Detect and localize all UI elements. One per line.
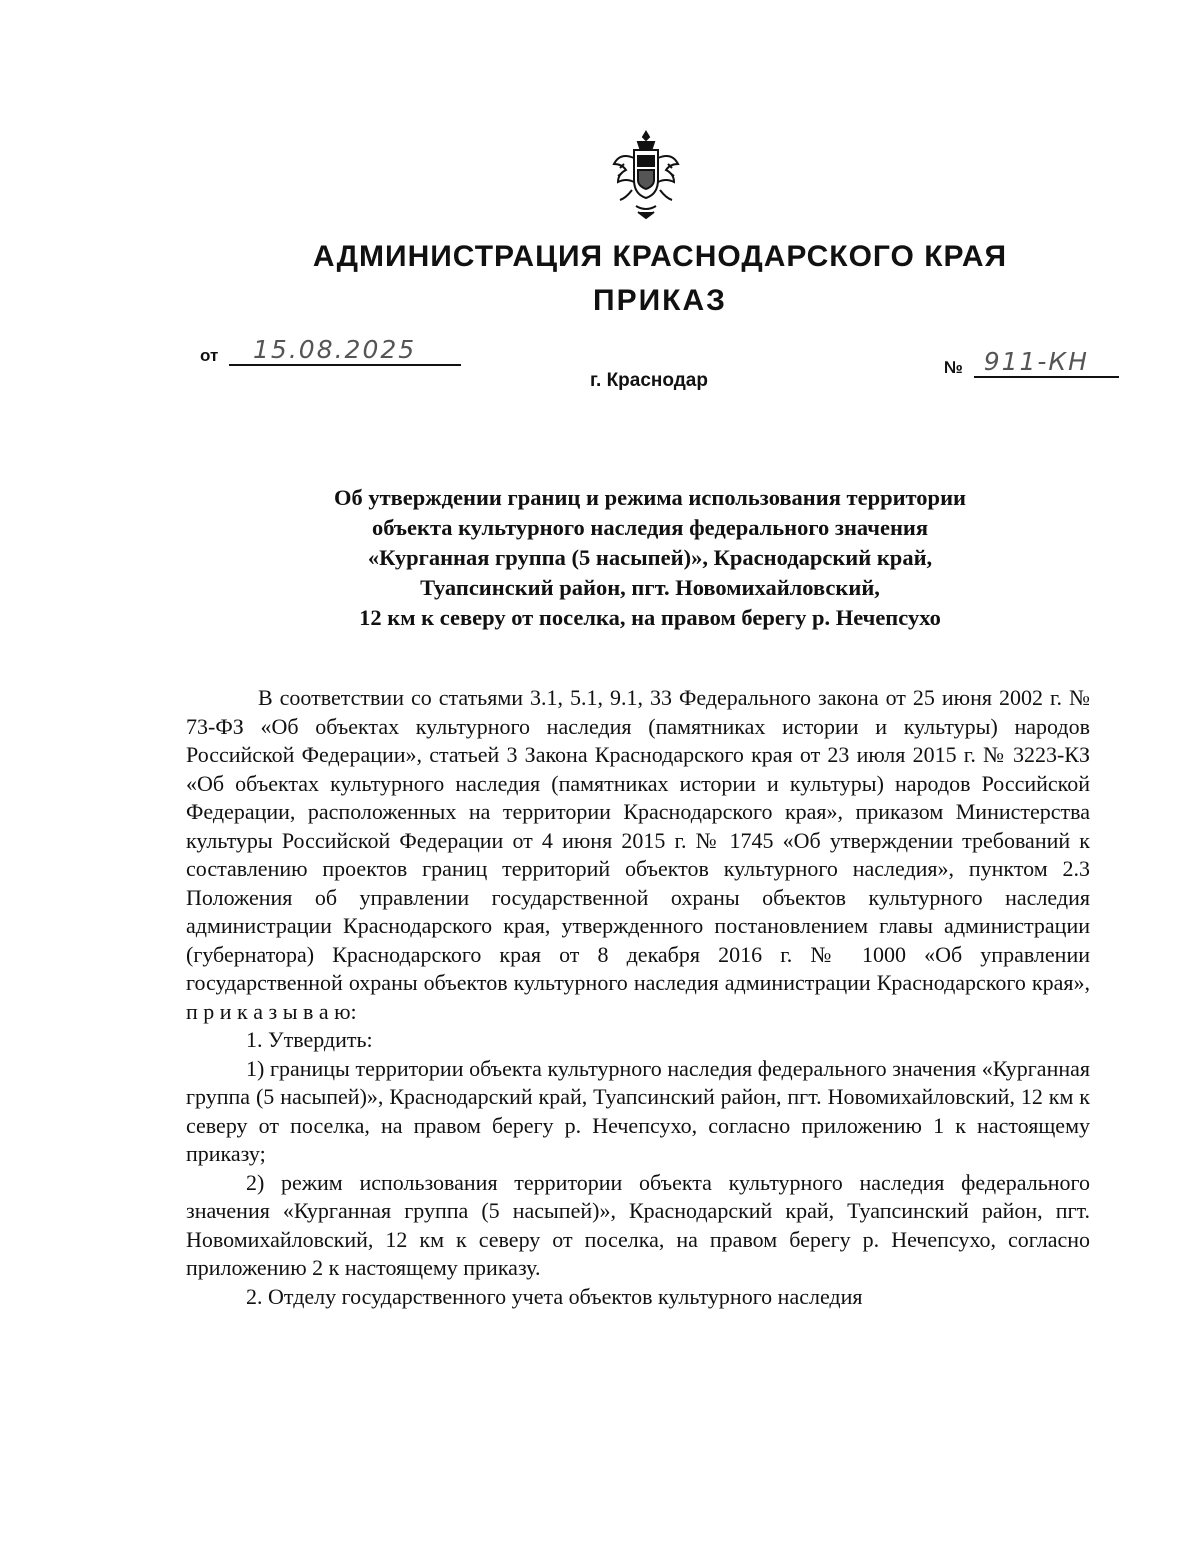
coat-of-arms-emblem-icon: [610, 128, 682, 220]
number-field: [944, 347, 1119, 378]
city-name: г. Краснодар: [590, 370, 708, 391]
date-underline: [229, 335, 461, 366]
item-1: 1. Утвердить:: [246, 1027, 373, 1052]
item-1-1: 1) границы территории объекта культурного наследия федерального значения «Курганная группа (5 насыпей)», Краснодарский край, Туапсинский район, пгт. Новомихайловский, 12 км к северу от поселка, на правом берегу р. Нечепсухо, согласно приложению 1 к настоящему приказу;: [186, 1055, 1090, 1166]
date-field: [200, 335, 461, 366]
item-2: 2. Отделу государственного учета объектов культурного наследия: [246, 1283, 863, 1309]
number-underline: [974, 347, 1119, 378]
organization-title: АДМИНИСТРАЦИЯ КРАСНОДАРСКОГО КРАЯ: [312, 240, 1008, 273]
number-value: 911-КН: [983, 347, 1089, 376]
subject-line: Туапсинский район, пгт. Новомихайловский,: [420, 575, 880, 600]
subject-line: 12 км к северу от поселка, на правом берегу р. Нечепсухо: [359, 605, 941, 630]
subject-line: «Курганная группа (5 насыпей)», Краснодарский край,: [367, 545, 933, 570]
order-subject: [230, 483, 1070, 633]
preamble-paragraph: В соответствии со статьями 3.1, 5.1, 9.1, 33 Федерального закона от 25 июня 2002 г. № 73-ФЗ «Об объектах культурного наследия (памятниках истории и культуры) народов Российской Федерации», статьей 3 Закона Краснодарского края от 23 июля 2015 г. № 3223-КЗ «Об объектах культурного наследия (памятниках истории и культуры) народов Российской Федерации, расположенных на территории Краснодарского края», приказом Министерства культуры Российской Федерации от 4 июня 2015 г. № 1745 «Об утверждении требований к составлению проектов границ территорий объектов культурного наследия», пунктом 2.3 Положения об управлении государственной охраны объектов культурного наследия администрации Краснодарского края, утвержденного постановлением главы администрации (губернатора) Краснодарского края от 8 декабря 2016 г. № 1000 «Об управлении государственной охраны объектов культурного наследия администрации Краснодарского края», п р и к а з ы в а ю:: [186, 685, 1090, 1024]
order-body: [186, 684, 1090, 1311]
item-1-2: 2) режим использования территории объекта культурного наследия федерального значения «Курганная группа (5 насыпей)», Краснодарский край, Туапсинский район, пгт. Новомихайловский, 12 км к северу от поселка, на правом берегу р. Нечепсухо, согласно приложению 2 к настоящему приказу.: [186, 1169, 1090, 1280]
date-value: 15.08.2025: [253, 335, 417, 364]
document-type-title: ПРИКАЗ: [593, 284, 727, 317]
number-prefix: №: [944, 358, 963, 377]
subject-line: объекта культурного наследия федерального значения: [371, 515, 929, 540]
subject-line: Об утверждении границ и режима использования территории: [333, 485, 967, 510]
date-prefix: от: [200, 346, 219, 365]
